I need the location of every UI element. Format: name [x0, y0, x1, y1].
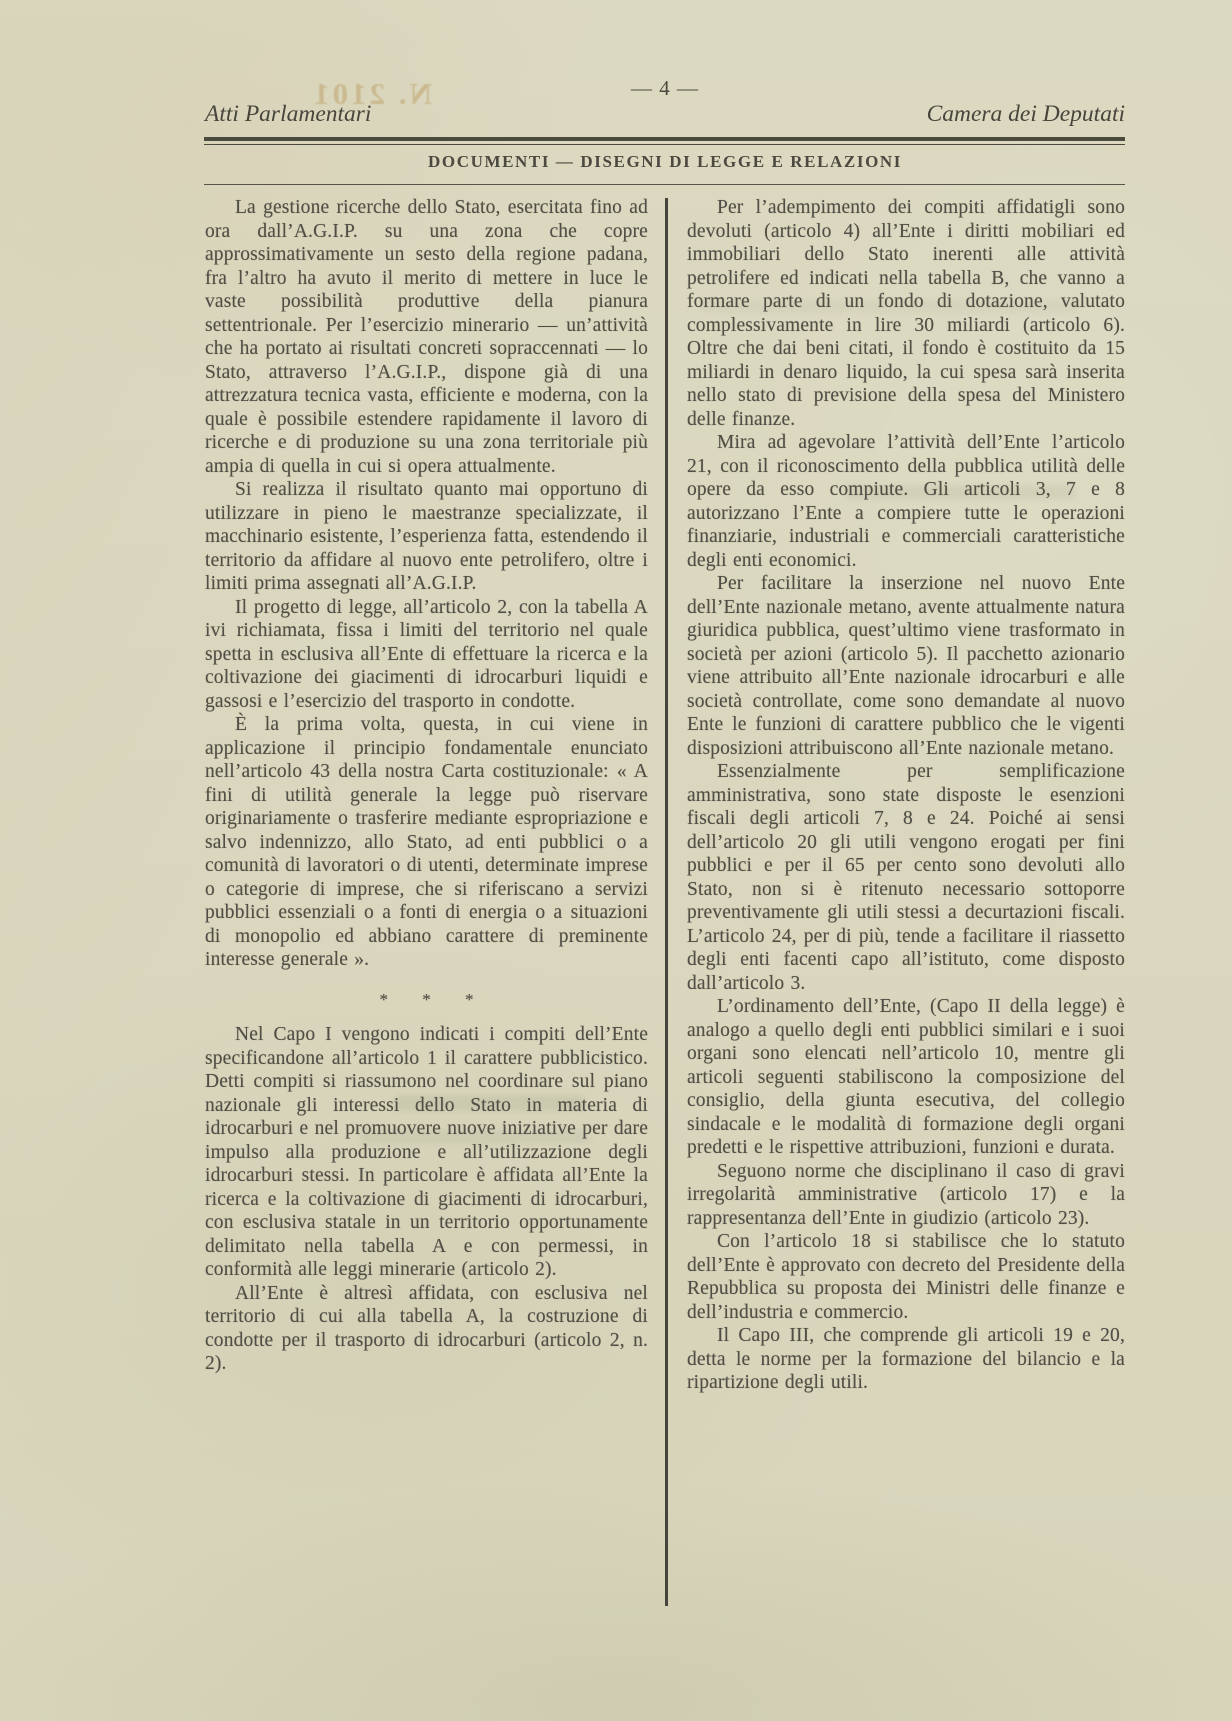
- paragraph: Il Capo III, che comprende gli articoli 19 e 20, detta le norme per la formazione del bilancio e la ripartizione degli utili.: [687, 1325, 1125, 1393]
- text-column-right: [687, 196, 1125, 1395]
- paragraph: L’ordinamento dell’Ente, (Capo II della legge) è analogo a quello degli enti pubblici similari e i suoi organi sono elencati nell’articolo 10, mentre gli articoli seguenti stabiliscono la composizione del consiglio, della giunta esecutiva, del collegio sindacale e le modalità di formazione degli organi predetti e le rispettive attribuzioni, funzioni e durata.: [687, 996, 1125, 1158]
- paragraph: Per l’adempimento dei compiti affidatigli sono devoluti (articolo 4) all’Ente i diritti mobiliari ed immobiliari dello Stato inerenti alle attività petrolifere ed indicati nella tabella B, che vanno a formare parte di un fondo di dotazione, valutato complessivamente in lire 30 miliardi (articolo 6). Oltre che dai beni citati, il fondo è costituito da 15 miliardi in denaro liquido, la cui spesa sarà inserita nello stato di previsione della spesa del Ministero delle finanze.: [687, 197, 1125, 430]
- paragraph: È la prima volta, questa, in cui viene in applicazione il principio fondamentale enunciato nell’articolo 43 della nostra Carta costituzionale: « A fini di utilità generale la legge può riservare originariamente o trasferire mediante espropriazione e salvo indennizzo, allo Stato, ad enti pubblici o a comunità di lavoratori o di utenti, determinate imprese o categorie di imprese, che si riferiscano a servizi pubblici essenziali o a fonti di energia o a situazioni di monopolio ed abbiano carattere di preminente interesse generale ».: [205, 714, 648, 970]
- asterisk-separator: * * *: [379, 989, 474, 1009]
- paragraph: Mira ad agevolare l’attività dell’Ente l’articolo 21, con il riconoscimento della pubblica utilità delle opere da esso compiute. Gli articoli 3, 7 e 8 autorizzano l’Ente a compiere tutte le operazioni finanziarie, industriali e commerciali caratteristiche degli enti economici.: [687, 432, 1125, 571]
- header-double-rule: [204, 137, 1125, 145]
- paragraph: Seguono norme che disciplinano il caso di gravi irregolarità amministrative (articolo 17) e la rappresentanza dell’Ente in giudizio (articolo 23).: [687, 1160, 1125, 1229]
- paragraph: Nel Capo I vengono indicati i compiti dell’Ente specificandone all’articolo 1 il carattere pubblicistico. Detti compiti si riassumono nel coordinare sul piano nazionale gli interessi dello Stato in materia di idrocarburi e nel promuovere nuove iniziative per dare impulso alla produzione e all’utilizzazione degli idrocarburi stessi. In particolare è affidata all’Ente la ricerca e la coltivazione di giacimenti di idrocarburi, con esclusiva statale in un territorio opportunamente delimitato nella tabella A e con permessi, in conformità alle leggi minerarie (articolo 2).: [205, 1024, 648, 1280]
- column-divider-rule: [665, 198, 668, 1606]
- masthead: [205, 101, 1125, 128]
- journal-title-right: Camera dei Deputati: [926, 101, 1125, 127]
- section-banner: DOCUMENTI — DISEGNI DI LEGGE E RELAZIONI: [428, 152, 902, 171]
- page-number: — 4 —: [631, 76, 699, 100]
- banner-rule: [204, 184, 1125, 185]
- journal-title-left: Atti Parlamentari: [205, 101, 372, 127]
- paragraph: Essenzialmente per semplificazione amministrativa, sono state disposte le esenzioni fiscali degli articoli 7, 8 e 24. Poiché ai sensi dell’articolo 20 gli utili vengono erogati per fini pubblici e per il 65 per cento sono devoluti allo Stato, non si è ritenuto necessario sottoporre preventivamente gli utili stessi a decurtazioni fiscali. L’articolo 24, per di più, tende a facilitare il riassetto degli enti facenti capo all’istituto, come disposto dall’articolo 3.: [687, 761, 1125, 994]
- paragraph: Con l’articolo 18 si stabilisce che lo statuto dell’Ente è approvato con decreto del Presidente della Repubblica su proposta dei Ministri delle finanze e dell’industria e commercio.: [687, 1231, 1125, 1323]
- paragraph: All’Ente è altresì affidata, con esclusiva nel territorio di cui alla tabella A, la costruzione di condotte per il trasporto di idrocarburi (articolo 2, n. 2).: [205, 1282, 648, 1374]
- paragraph: Il progetto di legge, all’articolo 2, con la tabella A ivi richiamata, fissa i limiti del territorio nel quale spetta in esclusiva all’Ente di effettuare la ricerca e la coltivazione dei giacimenti di idrocarburi liquidi e gassosi e l’esercizio del trasporto in condotte.: [205, 596, 648, 712]
- bleed-through-watermark: N. 2101: [311, 76, 432, 111]
- text-column-left: [205, 196, 648, 1376]
- paragraph: La gestione ricerche dello Stato, esercitata fino ad ora dall’A.G.I.P. su una zona che copre approssimativamente un sesto della regione padana, fra l’altro ha avuto il merito di mettere in luce le vaste possibilità produttive della pianura settentrionale. Per l’esercizio minerario — un’attività che ha portato ai risultati concreti sopraccennati — lo Stato, attraverso l’A.G.I.P., dispone già di una attrezzatura tecnica vasta, efficiente e moderna, con la quale è possibile estendere rapidamente il lavoro di ricerche e di produzione su una zona territoriale più ampia di quella in cui si opera attualmente.: [205, 197, 648, 477]
- paragraph: Per facilitare la inserzione nel nuovo Ente dell’Ente nazionale metano, avente attualmente natura giuridica pubblica, quest’ultimo viene trasformato in società per azioni (articolo 5). Il pacchetto azionario viene attribuito all’Ente nazionale idrocarburi e alle società controllate, come sono demandate al nuovo Ente le funzioni di carattere pubblico che le vigenti disposizioni attribuiscono all’Ente nazionale metano.: [687, 573, 1125, 759]
- paragraph: Si realizza il risultato quanto mai opportuno di utilizzare in pieno le maestranze specializzate, il macchinario esistente, l’esperienza fatta, estendendo il territorio da affidare al nuovo ente petrolifero, oltre i limiti prima assegnati all’A.G.I.P.: [205, 479, 648, 594]
